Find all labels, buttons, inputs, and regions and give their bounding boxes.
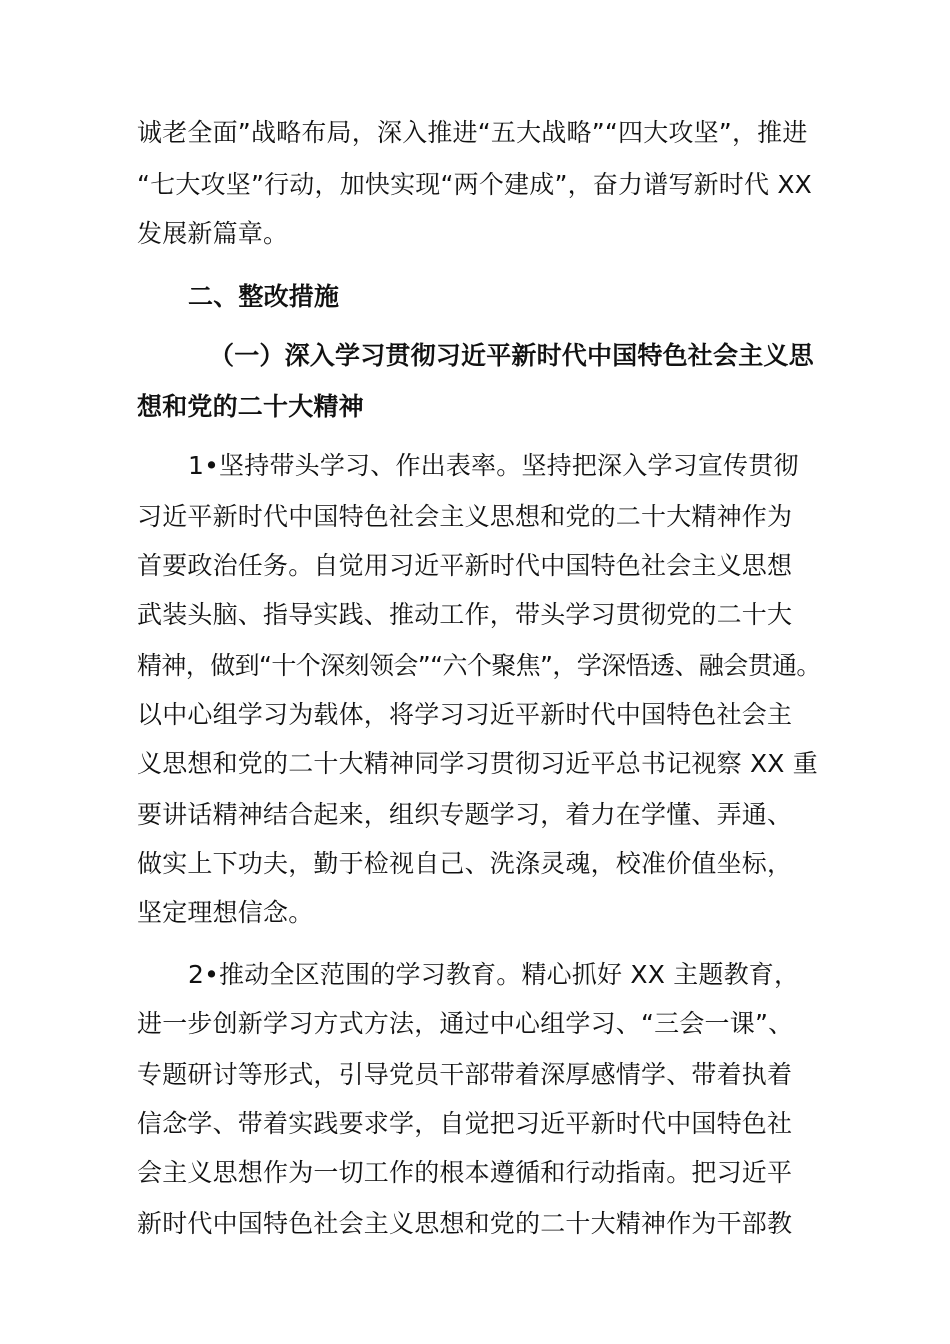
intro-line: 发展新篇章。 [137, 219, 289, 248]
item2-line: 专题研讨等形式，引导党员干部带着深厚感情学、带着执着 [137, 1060, 793, 1089]
item2-line: 进一步创新学习方式方法，通过中心组学习、“三会一课”、 [137, 1009, 794, 1038]
item1-line: 做实上下功夫，勤于检视自己、洗涤灵魂，校准价值坐标， [137, 849, 793, 878]
item1-line: 习近平新时代中国特色社会主义思想和党的二十大精神作为 [137, 502, 793, 531]
section-heading: 二、整改措施 [188, 282, 340, 311]
item1-line: 要讲话精神结合起来，组织专题学习，着力在学懂、弄通、 [137, 800, 793, 829]
item1-line: 首要政治任务。自觉用习近平新时代中国特色社会主义思想 [137, 551, 793, 580]
item2-line: 新时代中国特色社会主义思想和党的二十大精神作为干部教 [137, 1209, 793, 1238]
item1-line: 武装头脑、指导实践、推动工作，带头学习贯彻党的二十大 [137, 600, 793, 629]
subsection-heading: 想和党的二十大精神 [137, 392, 364, 421]
intro-line: 诚老全面”战略布局，深入推进“五大战略”“四大攻坚”，推进 [137, 118, 808, 147]
item2-line: 2•推动全区范围的学习教育。精心抓好 XX 主题教育， [188, 960, 800, 989]
item2-line: 信念学、带着实践要求学，自觉把习近平新时代中国特色社 [137, 1109, 793, 1138]
intro-line: “七大攻坚”行动，加快实现“两个建成”，奋力谱写新时代 XX [137, 170, 813, 199]
item2-line: 会主义思想作为一切工作的根本遵循和行动指南。把习近平 [137, 1158, 793, 1187]
item1-line: 坚定理想信念。 [137, 898, 314, 927]
item1-line: 精神，做到“十个深刻领会”“六个聚焦”，学深悟透、融会贯通。 [137, 651, 821, 680]
item1-line: 1•坚持带头学习、作出表率。坚持把深入学习宣传贯彻 [188, 451, 799, 480]
item1-line: 以中心组学习为载体，将学习习近平新时代中国特色社会主 [137, 700, 793, 729]
subsection-heading: （一）深入学习贯彻习近平新时代中国特色社会主义思 [209, 341, 814, 370]
item1-line: 义思想和党的二十大精神同学习贯彻习近平总书记视察 XX 重 [137, 749, 818, 778]
